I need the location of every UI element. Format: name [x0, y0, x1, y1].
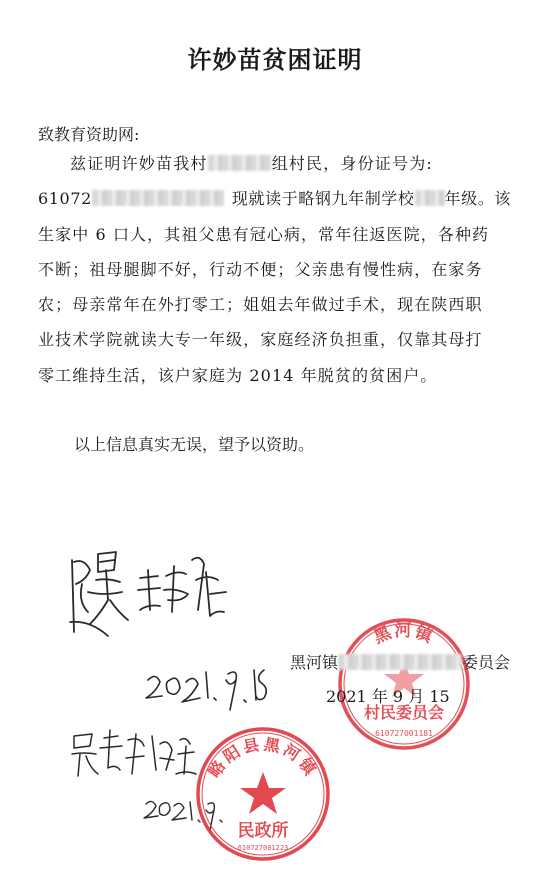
gov-seal-top-text: 略阳县黑河镇	[204, 734, 322, 782]
id-number-prefix: 61072	[38, 189, 92, 209]
body-line-2-middle: 现就读于略钢九年制学校	[231, 189, 415, 209]
village-seal-top-text: 黑河镇	[370, 621, 438, 648]
body-line-6: 业技术学院就读大专一年级，家庭经济负担重，仅靠其母打	[38, 330, 483, 350]
body-line-4: 不断；祖母腿脚不好，行动不便；父亲患有慢性病，在家务	[38, 259, 483, 279]
body-line-3: 生家中 6 口人，其祖父患有冠心病，常年往返医院，各种药	[38, 224, 490, 244]
redacted-village-name	[338, 654, 462, 670]
village-seal-bottom-text: 村民委员会	[363, 703, 445, 722]
body-line-5: 农；母亲常年在外打零工；姐姐去年做过手术，现在陕西职	[38, 295, 483, 315]
handwritten-date-1	[146, 670, 266, 710]
salutation: 致教育资助网:	[38, 125, 140, 144]
civil-affairs-seal	[193, 724, 333, 864]
gov-seal-bottom-text: 民政所	[237, 821, 289, 841]
committee-suffix: 委员会	[462, 653, 511, 672]
issue-date-year-label: 年	[371, 687, 388, 706]
committee-prefix: 黑河镇	[290, 653, 339, 672]
redacted-group-number	[208, 155, 272, 171]
redacted-id-number	[92, 190, 224, 206]
issue-date-year: 2021	[326, 687, 367, 706]
issuing-committee	[290, 650, 510, 673]
village-seal-code: 610727001181	[375, 729, 433, 738]
gov-seal-code: 610727001223	[237, 844, 289, 852]
issue-date-day: 15	[429, 687, 450, 706]
document-title: 许妙苗贫困证明	[187, 45, 363, 74]
issue-date-month-label: 月	[408, 687, 425, 706]
issue-date-month: 9	[392, 687, 404, 706]
signature-1	[70, 552, 226, 636]
body-line-1-end: 组村民，身份证号为:	[271, 154, 434, 173]
certificate-body	[38, 146, 514, 393]
redacted-grade	[415, 190, 445, 206]
signature-2	[72, 730, 196, 776]
body-line-2-end: 年级。该	[444, 189, 511, 209]
body-line-7: 零工维持生活，该户家庭为 2014 年脱贫的贫困户。	[38, 365, 438, 385]
body-line-1	[38, 146, 514, 181]
issue-date	[326, 684, 450, 707]
body-line-1-start: 兹证明许妙苗我村	[70, 154, 208, 173]
body-line-2	[38, 181, 514, 216]
closing-statement: 以上信息真实无误，望予以资助。	[74, 435, 315, 454]
